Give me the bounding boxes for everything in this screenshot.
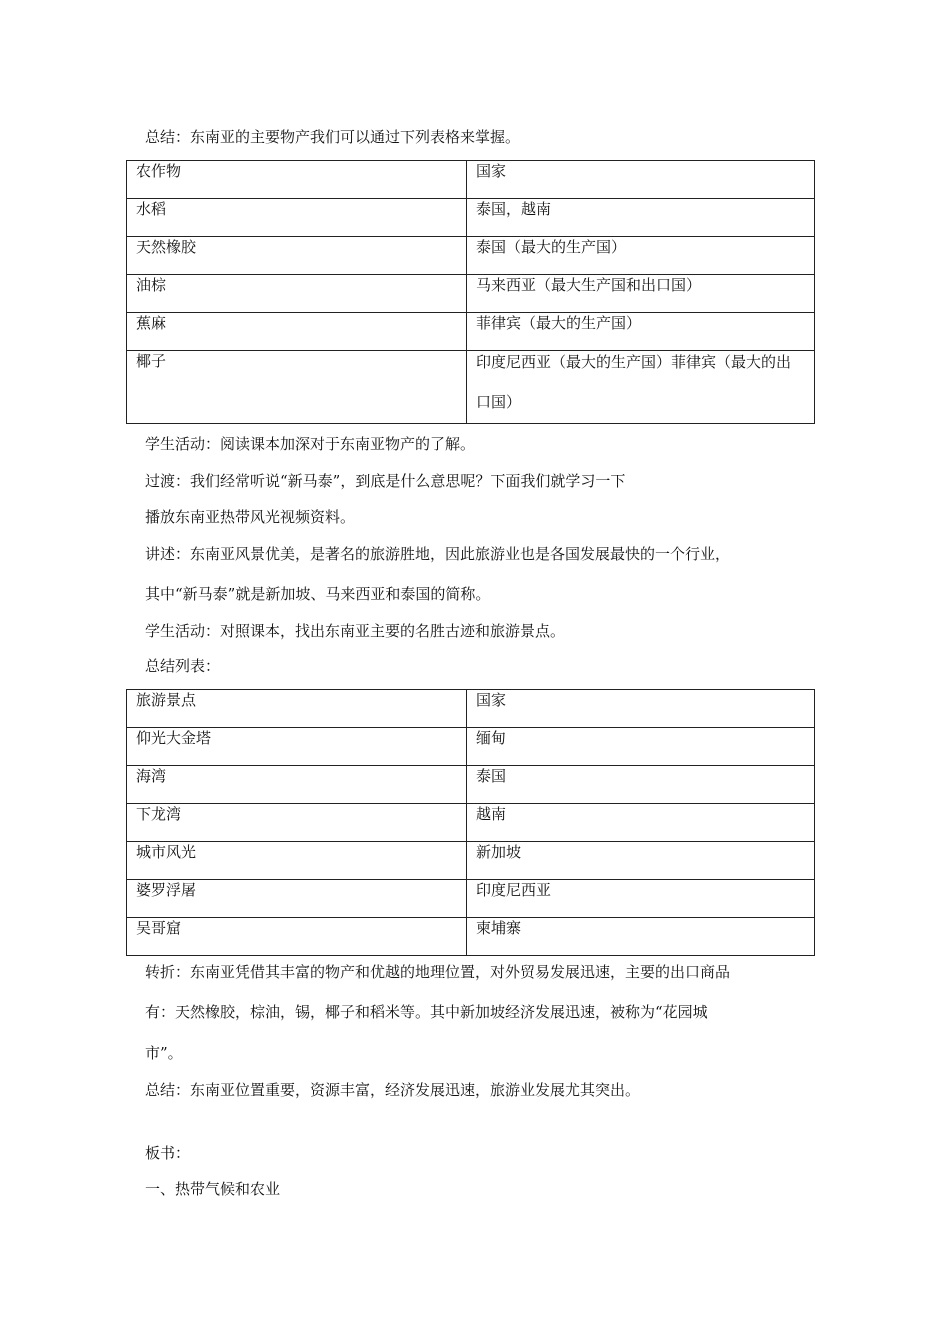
country-cell: 新加坡 [467,842,815,880]
paragraph-lecture-2: 其中“新马泰”就是新加坡、马来西亚和泰国的简称。 [145,585,491,603]
paragraph-turn-3: 市”。 [145,1044,183,1062]
table-header-row [127,161,815,199]
attraction-cell: 仰光大金塔 [127,728,467,766]
paragraph-student-activity-2: 学生活动：对照课本，找出东南亚主要的名胜古迹和旅游景点。 [145,622,566,640]
country-cell: 泰国（最大的生产国） [467,237,815,275]
country-cell: 菲律宾（最大的生产国） [467,313,815,351]
header-crop: 农作物 [127,161,467,199]
paragraph-summary-list: 总结列表： [145,657,221,675]
country-cell: 越南 [467,804,815,842]
crop-cell: 天然橡胶 [127,237,467,275]
paragraph-turn-1: 转折：东南亚凭借其丰富的物产和优越的地理位置，对外贸易发展迅速，主要的出口商品 [145,963,731,981]
table-row [127,880,815,918]
table-row [127,351,815,424]
table-row [127,275,815,313]
crop-cell: 蕉麻 [127,313,467,351]
table-row [127,237,815,275]
country-cell [467,351,815,424]
attraction-cell: 海湾 [127,766,467,804]
paragraph-heading-1: 一、热带气候和农业 [145,1180,281,1198]
paragraph-transition: 过渡：我们经常听说“新马泰”，到底是什么意思呢？下面我们就学习一下 [145,472,626,490]
country-cell: 缅甸 [467,728,815,766]
attraction-cell: 吴哥窟 [127,918,467,956]
header-country: 国家 [467,161,815,199]
table-row [127,804,815,842]
table-row [127,766,815,804]
header-country: 国家 [467,690,815,728]
attraction-cell: 下龙湾 [127,804,467,842]
table-row [127,199,815,237]
paragraph-video: 播放东南亚热带风光视频资料。 [145,508,356,526]
paragraph-board: 板书： [145,1144,191,1162]
country-cell: 马来西亚（最大生产国和出口国） [467,275,815,313]
paragraph-student-activity-1: 学生活动：阅读课本加深对于东南亚物产的了解。 [145,435,476,453]
table-row [127,918,815,956]
paragraph-lecture-1: 讲述：东南亚风景优美，是著名的旅游胜地，因此旅游业也是各国发展最快的一个行业， [145,545,731,563]
country-cell: 印度尼西亚 [467,880,815,918]
intro-paragraph: 总结：东南亚的主要物产我们可以通过下列表格来掌握。 [145,128,521,146]
table-row [127,728,815,766]
crops-table [126,160,815,424]
header-attraction: 旅游景点 [127,690,467,728]
table-header-row [127,690,815,728]
attraction-cell: 婆罗浮屠 [127,880,467,918]
table-row [127,842,815,880]
country-cell: 柬埔寨 [467,918,815,956]
crop-cell: 椰子 [127,351,467,424]
country-cell: 泰国 [467,766,815,804]
attractions-table [126,689,815,956]
attraction-cell: 城市风光 [127,842,467,880]
country-cell: 泰国，越南 [467,199,815,237]
country-cell-text: 印度尼西亚（最大的生产国）菲律宾（最大的出口国） [476,353,792,411]
crop-cell: 水稻 [127,199,467,237]
paragraph-conclusion: 总结：东南亚位置重要，资源丰富，经济发展迅速，旅游业发展尤其突出。 [145,1081,641,1099]
crop-cell: 油棕 [127,275,467,313]
paragraph-turn-2: 有：天然橡胶，棕油，锡，椰子和稻米等。其中新加坡经济发展迅速，被称为“花园城 [145,1003,708,1021]
